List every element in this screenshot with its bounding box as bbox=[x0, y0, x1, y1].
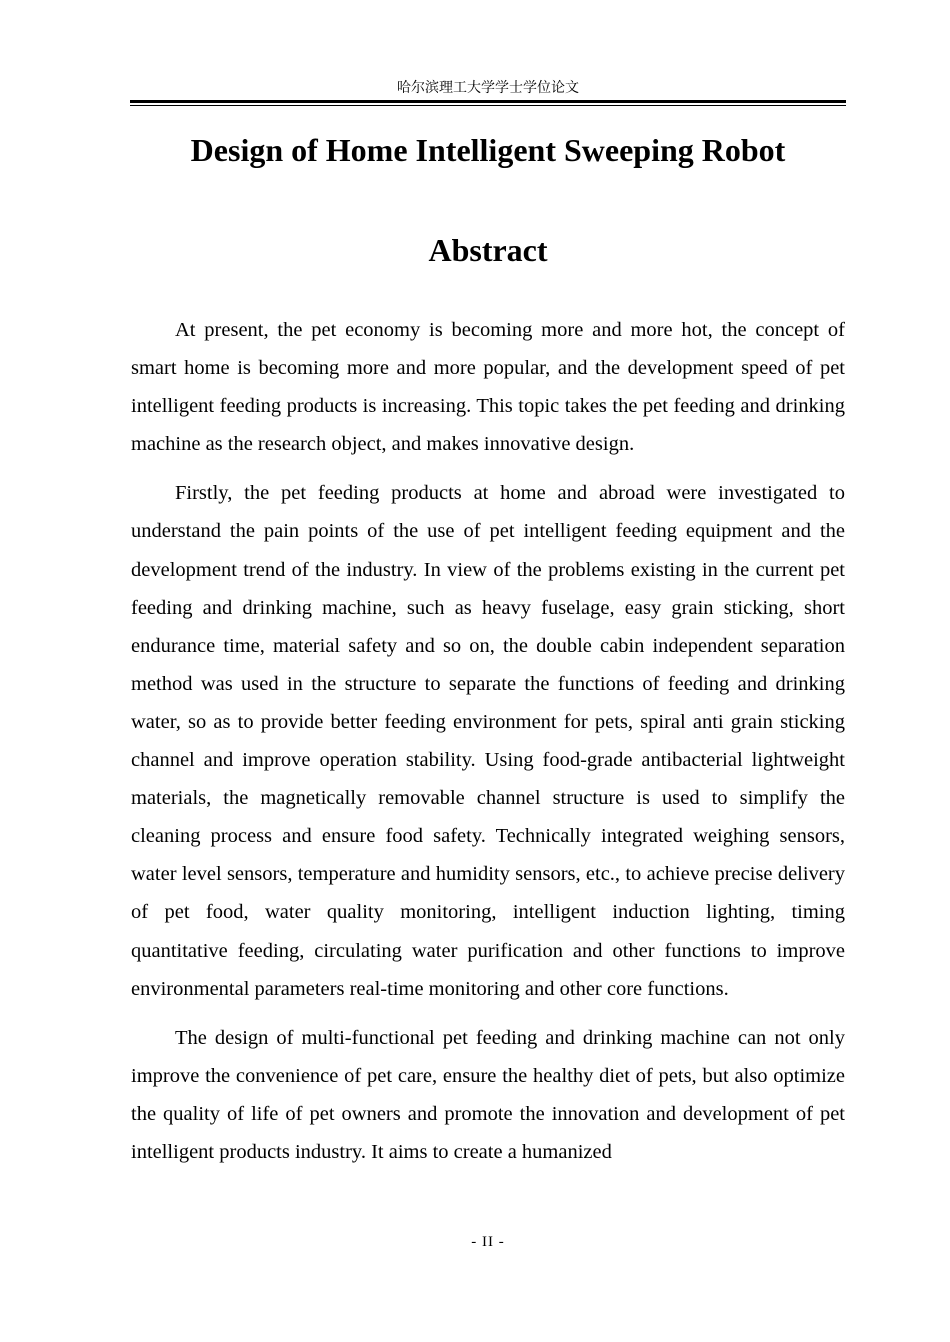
header-rule-thick bbox=[130, 100, 846, 103]
abstract-heading: Abstract bbox=[428, 232, 548, 268]
abstract-paragraph-2: Firstly, the pet feeding products at home and abroad were investigated to understand the pain points of the use of pet intelligent feeding equipment and the development trend of the industry. In view of the problems existing in the current pet feeding and drinking machine, such as heavy fuselage, easy grain sticking, short endurance time, material safety and so on, the double cabin independent separation method was used in the structure to separate the functions of feeding and drinking water, so as to provide better feeding environment for pets, spiral anti grain sticking channel and improve operation stability. Using food-grade antibacterial lightweight materials, the magnetically removable channel structure is used to simplify the cleaning process and ensure food safety. Technically integrated weighing sensors, water level sensors, temperature and humidity sensors, etc., to achieve precise delivery of pet food, water quality monitoring, intelligent induction lighting, timing quantitative feeding, circulating water purification and other functions to improve environmental parameters real-time monitoring and other core functions. bbox=[131, 482, 845, 1000]
header-rule-thin bbox=[130, 105, 846, 106]
abstract-paragraph-1: At present, the pet economy is becoming more and more hot, the concept of smart home is becoming more and more popular, and the development speed of pet intelligent feeding products is increasing. This topic takes the pet feeding and drinking machine as the research object, and makes innovative design. bbox=[131, 319, 845, 456]
page-number: - II - bbox=[471, 1234, 505, 1250]
running-header: 哈尔滨理工大学学士学位论文 bbox=[397, 80, 579, 96]
document-title: Design of Home Intelligent Sweeping Robot bbox=[190, 132, 786, 168]
abstract-body bbox=[131, 311, 845, 1182]
abstract-paragraph-3: The design of multi-functional pet feeding and drinking machine can not only improve the convenience of pet care, ensure the healthy diet of pets, but also optimize the quality of life of pet owners and promote the innovation and development of pet intelligent products industry. It aims to create a humanized bbox=[131, 1026, 845, 1163]
